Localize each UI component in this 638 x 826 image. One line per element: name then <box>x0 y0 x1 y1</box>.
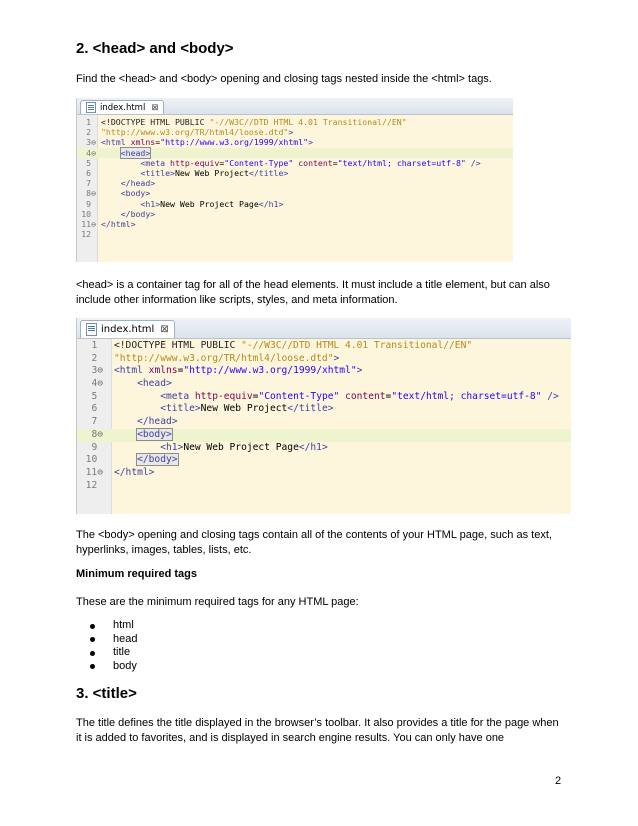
fold-toggle-icon[interactable]: ⊖ <box>97 378 103 390</box>
code-line <box>77 158 513 168</box>
line-number: 9 <box>91 441 103 453</box>
required-tags-list <box>76 619 137 673</box>
section-3-text: The title defines the title displayed in the browser’s toolbar. It also provides a title for the page when it is added to favorites, and is displayed in search engine results. You can only have one <box>76 717 559 744</box>
code-text: <title>New Web Project</title> <box>140 167 289 178</box>
code-line <box>77 454 571 467</box>
code-text: </body> <box>120 208 156 219</box>
code-text: <html xmlns="http://www.w3.org/1999/xhtml"> <box>101 137 314 148</box>
editor-screenshot-1 <box>76 98 513 262</box>
line-number: 12 <box>85 479 103 491</box>
line-number: 6 <box>86 167 96 178</box>
code-text: <body> <box>137 428 172 440</box>
editor-tabbar <box>77 98 513 115</box>
code-text: "http://www.w3.org/TR/html4/loose.dtd"> <box>114 352 340 364</box>
code-line <box>77 127 513 137</box>
code-line <box>77 480 571 493</box>
line-number: 3⊖ <box>91 365 103 377</box>
close-tab-icon[interactable]: ⊠ <box>151 102 159 113</box>
line-number: 8⊖ <box>91 428 103 440</box>
list-item: head <box>76 633 137 647</box>
line-number: 2 <box>86 127 96 138</box>
page-number: 2 <box>555 775 562 787</box>
code-line <box>77 178 513 188</box>
code-line <box>77 391 571 404</box>
code-text: </body> <box>137 454 178 466</box>
code-line <box>77 365 571 378</box>
line-number: 1 <box>91 340 103 351</box>
line-number: 5 <box>86 157 96 168</box>
code-line <box>77 137 513 147</box>
code-text: <meta http-equiv="Content-Type" content="text/html; charset=utf-8" /> <box>140 157 481 168</box>
line-number: 11⊖ <box>85 466 103 478</box>
line-number: 10 <box>85 454 103 466</box>
close-tab-icon[interactable]: ⊠ <box>160 324 169 335</box>
html-file-icon <box>86 323 97 336</box>
code-text: <!DOCTYPE HTML PUBLIC "-//W3C//DTD HTML 4.01 Transitional//EN" <box>101 117 407 127</box>
line-number: 2 <box>91 352 103 364</box>
code-line <box>77 188 513 198</box>
code-text: <h1>New Web Project Page</h1> <box>140 198 284 209</box>
html-file-icon <box>86 102 96 113</box>
fold-toggle-icon[interactable]: ⊖ <box>97 365 103 377</box>
code-line <box>77 168 513 178</box>
line-number: 4⊖ <box>86 147 96 158</box>
code-text: <h1>New Web Project Page</h1> <box>160 441 328 453</box>
code-text: </head> <box>120 178 156 189</box>
list-item: title <box>76 646 137 660</box>
code-text: <title>New Web Project</title> <box>160 403 334 415</box>
fold-toggle-icon[interactable]: ⊖ <box>91 188 96 199</box>
list-item: html <box>76 619 137 633</box>
editor-tab[interactable] <box>80 100 164 114</box>
code-area[interactable] <box>77 117 513 262</box>
fold-toggle-icon[interactable]: ⊖ <box>91 218 96 229</box>
line-number: 3⊖ <box>86 137 96 148</box>
code-line <box>77 219 513 229</box>
code-line <box>77 442 571 455</box>
section-3-heading: 3. <title> <box>76 685 137 702</box>
code-text: </head> <box>137 416 178 428</box>
editor-screenshot-2 <box>76 318 571 514</box>
line-number: 8⊖ <box>86 188 96 199</box>
section-2-heading: 2. <head> and <body> <box>76 40 234 57</box>
line-number: 1 <box>86 117 96 127</box>
line-number: 7 <box>86 178 96 189</box>
fold-toggle-icon[interactable]: ⊖ <box>91 147 96 158</box>
code-text: </html> <box>101 218 136 229</box>
line-number: 4⊖ <box>91 378 103 390</box>
line-number: 6 <box>91 403 103 415</box>
code-line <box>77 199 513 209</box>
line-number: 12 <box>81 229 96 240</box>
fold-toggle-icon[interactable]: ⊖ <box>97 466 103 478</box>
list-item: body <box>76 660 137 674</box>
code-line <box>77 340 571 353</box>
fold-toggle-icon[interactable]: ⊖ <box>97 428 103 440</box>
code-line <box>77 378 571 391</box>
minimum-tags-heading: Minimum required tags <box>76 568 198 580</box>
line-number: 5 <box>91 390 103 402</box>
code-text: <head> <box>137 378 172 390</box>
code-line <box>77 353 571 366</box>
code-text: <head> <box>120 147 151 158</box>
editor-tabbar <box>77 318 571 339</box>
code-text: </html> <box>114 466 155 478</box>
code-line <box>77 229 513 239</box>
code-text: <body> <box>120 188 151 199</box>
head-description: <head> is a container tag for all of the head elements. It must include a title element, but can also include other information like scripts, styles, and meta information. <box>76 279 550 306</box>
code-line <box>77 209 513 219</box>
body-description: The <body> opening and closing tags contain all of the contents of your HTML page, such as text, hyperlinks, images, tables, lists, etc. <box>76 529 552 556</box>
code-area[interactable] <box>77 340 571 514</box>
code-line <box>77 416 571 429</box>
editor-tab[interactable] <box>80 320 175 338</box>
section-2-intro: Find the <head> and <body> opening and closing tags nested inside the <html> tags. <box>76 73 492 85</box>
minimum-tags-intro: These are the minimum required tags for any HTML page: <box>76 596 359 608</box>
code-line <box>77 148 513 158</box>
editor-tab-label: index.html <box>100 102 146 113</box>
code-text: <html xmlns="http://www.w3.org/1999/xhtml"> <box>114 365 363 377</box>
fold-toggle-icon[interactable]: ⊖ <box>91 137 96 148</box>
code-text: "http://www.w3.org/TR/html4/loose.dtd"> <box>101 127 294 138</box>
line-number: 9 <box>86 198 96 209</box>
line-number: 11⊖ <box>81 218 96 229</box>
code-text: <!DOCTYPE HTML PUBLIC "-//W3C//DTD HTML 4.01 Transitional//EN" <box>114 340 473 351</box>
code-line <box>77 117 513 127</box>
code-line <box>77 403 571 416</box>
code-line <box>77 429 571 442</box>
editor-tab-label: index.html <box>101 324 155 335</box>
line-number: 10 <box>81 208 96 219</box>
code-text: <meta http-equiv="Content-Type" content="text/html; charset=utf-8" /> <box>160 390 559 402</box>
code-line <box>77 467 571 480</box>
line-number: 7 <box>91 416 103 428</box>
